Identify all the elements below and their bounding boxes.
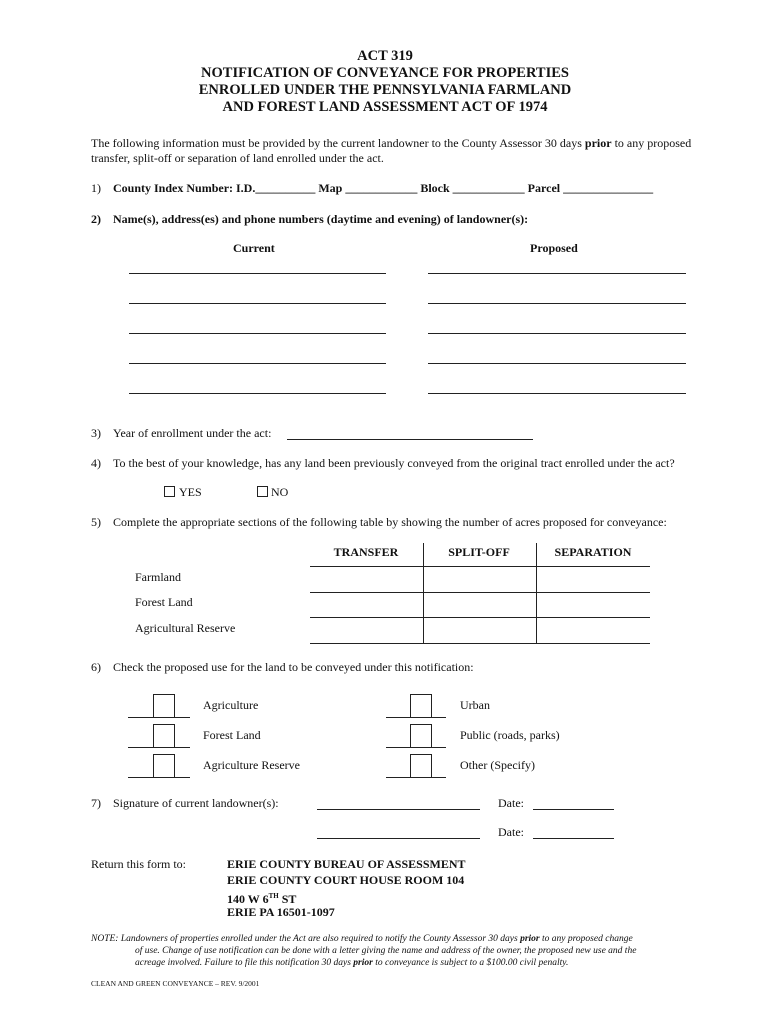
proposed-landowner-line[interactable] [428,363,686,364]
transfer-column-header: TRANSFER [333,545,399,559]
q3-label: Year of enrollment under the act: [113,426,272,440]
return-address-line3: 140 W 6TH ST [227,892,297,906]
date-label: Date: [498,825,524,839]
public-label: Public (roads, parks) [460,728,560,742]
note-text-line2: of use. Change of use notification can be done with a letter giving the name and address of the owner, the proposed new use and the [135,946,637,956]
proposed-column-heading: Proposed [530,241,578,255]
farmland-row-label: Farmland [135,570,181,584]
return-address-line2: ERIE COUNTY COURT HOUSE ROOM 104 [227,873,465,887]
form-title-act: ACT 319 [357,48,413,64]
date-field[interactable] [533,838,614,839]
yes-checkbox[interactable] [164,486,175,497]
form-title-line2: NOTIFICATION OF CONVEYANCE FOR PROPERTIES [201,65,569,81]
forest-land-row-label: Forest Land [135,595,193,609]
q6-label: Check the proposed use for the land to be conveyed under this notification: [113,660,474,674]
proposed-landowner-line[interactable] [428,303,686,304]
return-label: Return this form to: [91,857,186,871]
q6-number: 6) [91,660,101,674]
checkbox-baseline [386,777,446,778]
intro-text-line2: transfer, split-off or separation of land enrolled under the act. [91,151,384,165]
agriculture-reserve-label: Agriculture Reserve [203,758,300,772]
proposed-landowner-line[interactable] [428,333,686,334]
current-landowner-line[interactable] [129,303,386,304]
date-field[interactable] [533,809,614,810]
forest-land-checkbox[interactable] [153,724,175,748]
q7-label: Signature of current landowner(s): [113,796,279,810]
urban-label: Urban [460,698,490,712]
proposed-landowner-line[interactable] [428,393,686,394]
checkbox-baseline [386,717,446,718]
current-landowner-line[interactable] [129,273,386,274]
acreage-table-border [310,643,650,644]
signature-field[interactable] [317,838,480,839]
acreage-table-border [310,592,650,593]
current-landowner-line[interactable] [129,363,386,364]
form-title-line3: ENROLLED UNDER THE PENNSYLVANIA FARMLAND [198,82,572,98]
no-checkbox[interactable] [257,486,268,497]
q3-number: 3) [91,426,101,440]
checkbox-baseline [128,777,190,778]
agriculture-checkbox[interactable] [153,694,175,718]
return-address-line4: ERIE PA 16501-1097 [227,905,335,919]
form-revision-footer: CLEAN AND GREEN CONVEYANCE – REV. 9/2001 [91,979,260,988]
q4-label: To the best of your knowledge, has any land been previously conveyed from the original tract enrolled under the act? [113,456,675,470]
urban-checkbox[interactable] [410,694,432,718]
note-text-line3: acreage involved. Failure to file this notification 30 days prior to conveyance is subject to a $100.00 civil penalty. [135,958,569,968]
intro-text: The following information must be provided by the current landowner to the County Assessor 30 days prior to any proposed [91,136,692,150]
checkbox-baseline [128,747,190,748]
acreage-table-divider [536,543,537,644]
forest-land-label: Forest Land [203,728,261,742]
form-title-line4: AND FOREST LAND ASSESSMENT ACT OF 1974 [222,99,548,115]
q2-number: 2) [91,212,101,226]
acreage-table-divider [423,543,424,644]
current-landowner-line[interactable] [129,333,386,334]
agriculture-label: Agriculture [203,698,259,712]
other-checkbox[interactable] [410,754,432,778]
return-address-line1: ERIE COUNTY BUREAU OF ASSESSMENT [227,857,466,871]
yes-label: YES [179,485,202,499]
checkbox-baseline [128,717,190,718]
q7-number: 7) [91,796,101,810]
checkbox-baseline [386,747,446,748]
agriculture-reserve-checkbox[interactable] [153,754,175,778]
other-label: Other (Specify) [460,758,535,772]
agricultural-reserve-row-label: Agricultural Reserve [135,621,236,635]
q1-number: 1) [91,181,101,195]
split-off-column-header: SPLIT-OFF [448,545,510,559]
acreage-table-border [310,617,650,618]
current-column-heading: Current [233,241,275,255]
public-checkbox[interactable] [410,724,432,748]
signature-field[interactable] [317,809,480,810]
county-index-number-field[interactable]: County Index Number: I.D.__________ Map ____________ Block ____________ Parcel _______________ [113,181,654,195]
q5-number: 5) [91,515,101,529]
q4-number: 4) [91,456,101,470]
q5-label: Complete the appropriate sections of the following table by showing the number of acres proposed for conveyance: [113,515,667,529]
q2-label: Name(s), address(es) and phone numbers (daytime and evening) of landowner(s): [113,212,529,226]
current-landowner-line[interactable] [129,393,386,394]
enrollment-year-field[interactable] [287,439,533,440]
proposed-landowner-line[interactable] [428,273,686,274]
separation-column-header: SEPARATION [554,545,632,559]
note-text: NOTE: Landowners of properties enrolled under the Act are also required to notify the County Assessor 30 days prior to any proposed change [91,934,633,944]
no-label: NO [271,485,289,499]
date-label: Date: [498,796,524,810]
acreage-table-border [310,566,650,567]
